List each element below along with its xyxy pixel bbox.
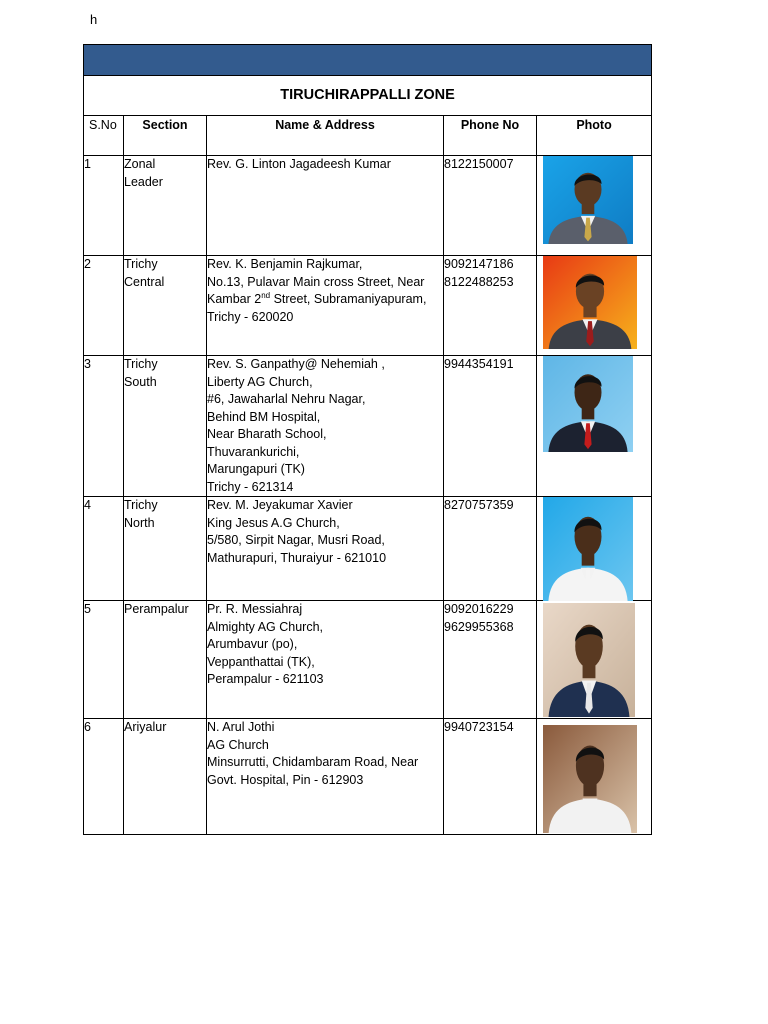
person-photo — [543, 256, 637, 349]
header-section: Section — [124, 116, 207, 156]
row-sno: 2 — [84, 256, 124, 356]
address-line: Behind BM Hospital, — [207, 409, 321, 424]
row-section — [124, 601, 207, 719]
section-line: Perampalur — [124, 602, 189, 616]
address-line: Rev. G. Linton Jagadeesh Kumar — [207, 157, 391, 171]
column-headers — [84, 116, 652, 156]
zone-table — [83, 44, 652, 835]
table-row — [84, 356, 652, 497]
section-line: South — [124, 374, 157, 389]
header-bar — [84, 45, 652, 76]
table-body — [84, 156, 652, 835]
address-line: Minsurrutti, Chidambaram Road, Near — [207, 755, 419, 769]
address-line: Marungapuri (TK) — [207, 462, 305, 476]
person-photo — [543, 497, 633, 601]
row-section — [124, 497, 207, 601]
address-line: Near Bharath School, — [207, 427, 327, 441]
address-line: No.13, Pulavar Main cross Street, Near — [207, 274, 425, 289]
row-sno: 5 — [84, 601, 124, 719]
address-line: Govt. Hospital, Pin - 612903 — [207, 772, 364, 787]
header-photo: Photo — [537, 116, 652, 156]
address-line: Thuvarankurichi, — [207, 444, 300, 459]
row-photo-cell — [537, 156, 652, 256]
address-line: Trichy - 620020 — [207, 309, 294, 324]
row-sno: 3 — [84, 356, 124, 497]
row-photo-cell — [537, 719, 652, 835]
address-line: Mathurapuri, Thuraiyur - 621010 — [207, 550, 387, 565]
address-line: Pr. R. Messiahraj — [207, 602, 303, 616]
address-line: Veppanthattai (TK), — [207, 654, 315, 669]
row-sno: 1 — [84, 156, 124, 256]
row-photo-cell — [537, 601, 652, 719]
section-line: Trichy — [124, 357, 158, 371]
address-line: N. Arul Jothi — [207, 720, 275, 734]
row-phone — [444, 256, 537, 356]
section-line: Ariyalur — [124, 720, 167, 734]
section-line: Trichy — [124, 498, 158, 512]
row-name-address — [207, 256, 444, 356]
row-sno: 4 — [84, 497, 124, 601]
row-phone — [444, 356, 537, 497]
row-phone — [444, 719, 537, 835]
section-line: North — [124, 515, 155, 530]
header-name-address: Name & Address — [207, 116, 444, 156]
person-photo — [543, 356, 633, 452]
phone-number: 8122488253 — [444, 274, 514, 289]
table-row — [84, 156, 652, 256]
address-line: Arumbavur (po), — [207, 637, 298, 651]
address-line: Almighty AG Church, — [207, 619, 324, 634]
address-line: Rev. K. Benjamin Rajkumar, — [207, 257, 363, 271]
stray-text: h — [90, 12, 98, 27]
phone-number: 9940723154 — [444, 720, 514, 734]
row-phone — [444, 601, 537, 719]
phone-number: 8122150007 — [444, 157, 514, 171]
row-photo-cell — [537, 256, 652, 356]
table-row — [84, 256, 652, 356]
person-photo — [543, 156, 633, 244]
person-photo — [543, 603, 635, 717]
phone-number: 8270757359 — [444, 498, 514, 512]
address-line: King Jesus A.G Church, — [207, 515, 340, 530]
row-section — [124, 156, 207, 256]
table-row — [84, 719, 652, 835]
section-line: Zonal — [124, 157, 156, 171]
phone-number: 9092016229 — [444, 602, 514, 616]
header-sno: S.No — [84, 116, 124, 156]
row-name-address — [207, 356, 444, 497]
row-photo-cell — [537, 497, 652, 601]
zone-title: TIRUCHIRAPPALLI ZONE — [84, 76, 652, 116]
section-line: Central — [124, 274, 165, 289]
address-line: Perampalur - 621103 — [207, 672, 324, 686]
address-line: Rev. S. Ganpathy@ Nehemiah , — [207, 357, 385, 371]
person-photo — [543, 725, 637, 833]
table-row — [84, 601, 652, 719]
address-line: #6, Jawaharlal Nehru Nagar, — [207, 392, 366, 406]
section-line: Trichy — [124, 257, 158, 271]
row-name-address — [207, 719, 444, 835]
address-line: Rev. M. Jeyakumar Xavier — [207, 498, 353, 512]
zone-title-row — [84, 76, 652, 116]
address-line: Trichy - 621314 — [207, 479, 294, 494]
phone-number: 9092147186 — [444, 257, 514, 271]
address-line: AG Church — [207, 737, 269, 752]
phone-number: 9629955368 — [444, 619, 514, 634]
address-line: 5/580, Sirpit Nagar, Musri Road, — [207, 533, 385, 547]
row-name-address — [207, 156, 444, 256]
row-name-address — [207, 601, 444, 719]
header-phone: Phone No — [444, 116, 537, 156]
section-line: Leader — [124, 174, 163, 189]
row-section — [124, 719, 207, 835]
row-name-address — [207, 497, 444, 601]
row-phone — [444, 497, 537, 601]
row-section — [124, 356, 207, 497]
address-line: Liberty AG Church, — [207, 374, 313, 389]
address-line: Kambar 2nd Street, Subramaniyapuram, — [207, 290, 427, 306]
row-sno: 6 — [84, 719, 124, 835]
row-section — [124, 256, 207, 356]
table-row — [84, 497, 652, 601]
row-phone — [444, 156, 537, 256]
row-photo-cell — [537, 356, 652, 497]
phone-number: 9944354191 — [444, 357, 514, 371]
